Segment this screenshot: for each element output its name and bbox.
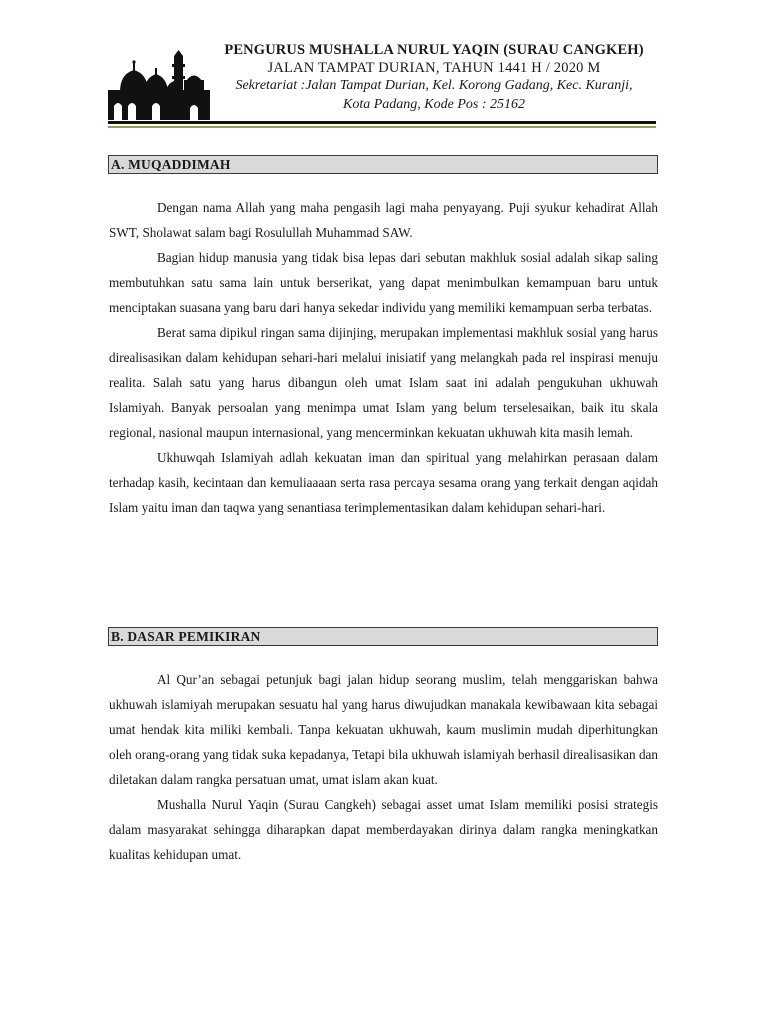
organization-name: PENGURUS MUSHALLA NURUL YAQIN (SURAU CANGKEH) (224, 42, 644, 58)
section-heading-dasar-pemikiran: B. DASAR PEMIKIRAN (108, 627, 658, 646)
organization-address: JALAN TAMPAT DURIAN, TAHUN 1441 H / 2020 M (267, 60, 601, 76)
section-body-dasar-pemikiran (109, 667, 658, 867)
paragraph: Mushalla Nurul Yaqin (Surau Cangkeh) sebagai asset umat Islam memiliki posisi strategis dalam masyarakat sehingga diharapkan dapat memberdayakan dirinya dalam rangka meningkatkan kualitas kehidupan umat. (109, 797, 658, 862)
paragraph: Al Qur’an sebagai petunjuk bagi jalan hidup seorang muslim, telah menggariskan bahwa ukhuwah islamiyah merupakan sesuatu hal yang harus diwujudkan manakala kewibawaan kita sebagai umat hendak kita miliki kembali. Tanpa kekuatan ukhuwah, kaum muslimin mudah diperhitungkan oleh orang-orang yang tidak suka kepadanya, Tetapi bila ukhuwah islamiyah berhasil direalisasikan dan diletakan dalam rangka persatuan umat, umat islam akan kuat. (109, 672, 658, 787)
section-heading-muqaddimah: A. MUQADDIMAH (108, 155, 658, 174)
paragraph: Berat sama dipikul ringan sama dijinjing, merupakan implementasi makhluk sosial yang harus direalisasikan dalam kehidupan sehari-hari melalui inisiatif yang melangkah pada rel inspirasi menuju realita. Salah satu yang harus dibangun oleh umat Islam saat ini adalah pengukuhan ukhuwah Islamiyah. Banyak persoalan yang menimpa umat Islam yang belum terselesaikan, baik itu skala regional, nasional maupun internasional, yang mencerminkan kekuatan ukhuwah kita masih lemah. (109, 325, 658, 440)
mosque-silhouette-icon (108, 50, 212, 120)
section-body-muqaddimah (109, 195, 658, 520)
letterhead-divider-thin (108, 126, 656, 128)
letterhead-divider-thick (108, 121, 656, 124)
paragraph: Ukhuwqah Islamiyah adlah kekuatan iman dan spiritual yang melahirkan perasaan dalam terhadap kasih, kecintaan dan kemuliaaaan serta rasa percaya sesama orang yang terkait dengan aqidah Islam yaitu iman dan taqwa yang senantiasa terimplementasikan dalam kehidupan sehari-hari. (109, 450, 658, 515)
secretariat-address: Sekretariat :Jalan Tampat Durian, Kel. Korong Gadang, Kec. Kuranji, (235, 78, 633, 93)
city-postal-code: Kota Padang, Kode Pos : 25162 (343, 97, 525, 112)
paragraph: Bagian hidup manusia yang tidak bisa lepas dari sebutan makhluk sosial adalah sikap saling membutuhkan satu sama lain untuk berserikat, yang dapat menimbulkan kemampuan baru untuk menciptakan suasana yang baru dari hanya sekedar individu yang memiliki kemampuan serba terbatas. (109, 250, 658, 315)
paragraph: Dengan nama Allah yang maha pengasih lagi maha penyayang. Puji syukur kehadirat Allah SWT, Sholawat salam bagi Rosulullah Muhammad SAW. (109, 200, 658, 240)
